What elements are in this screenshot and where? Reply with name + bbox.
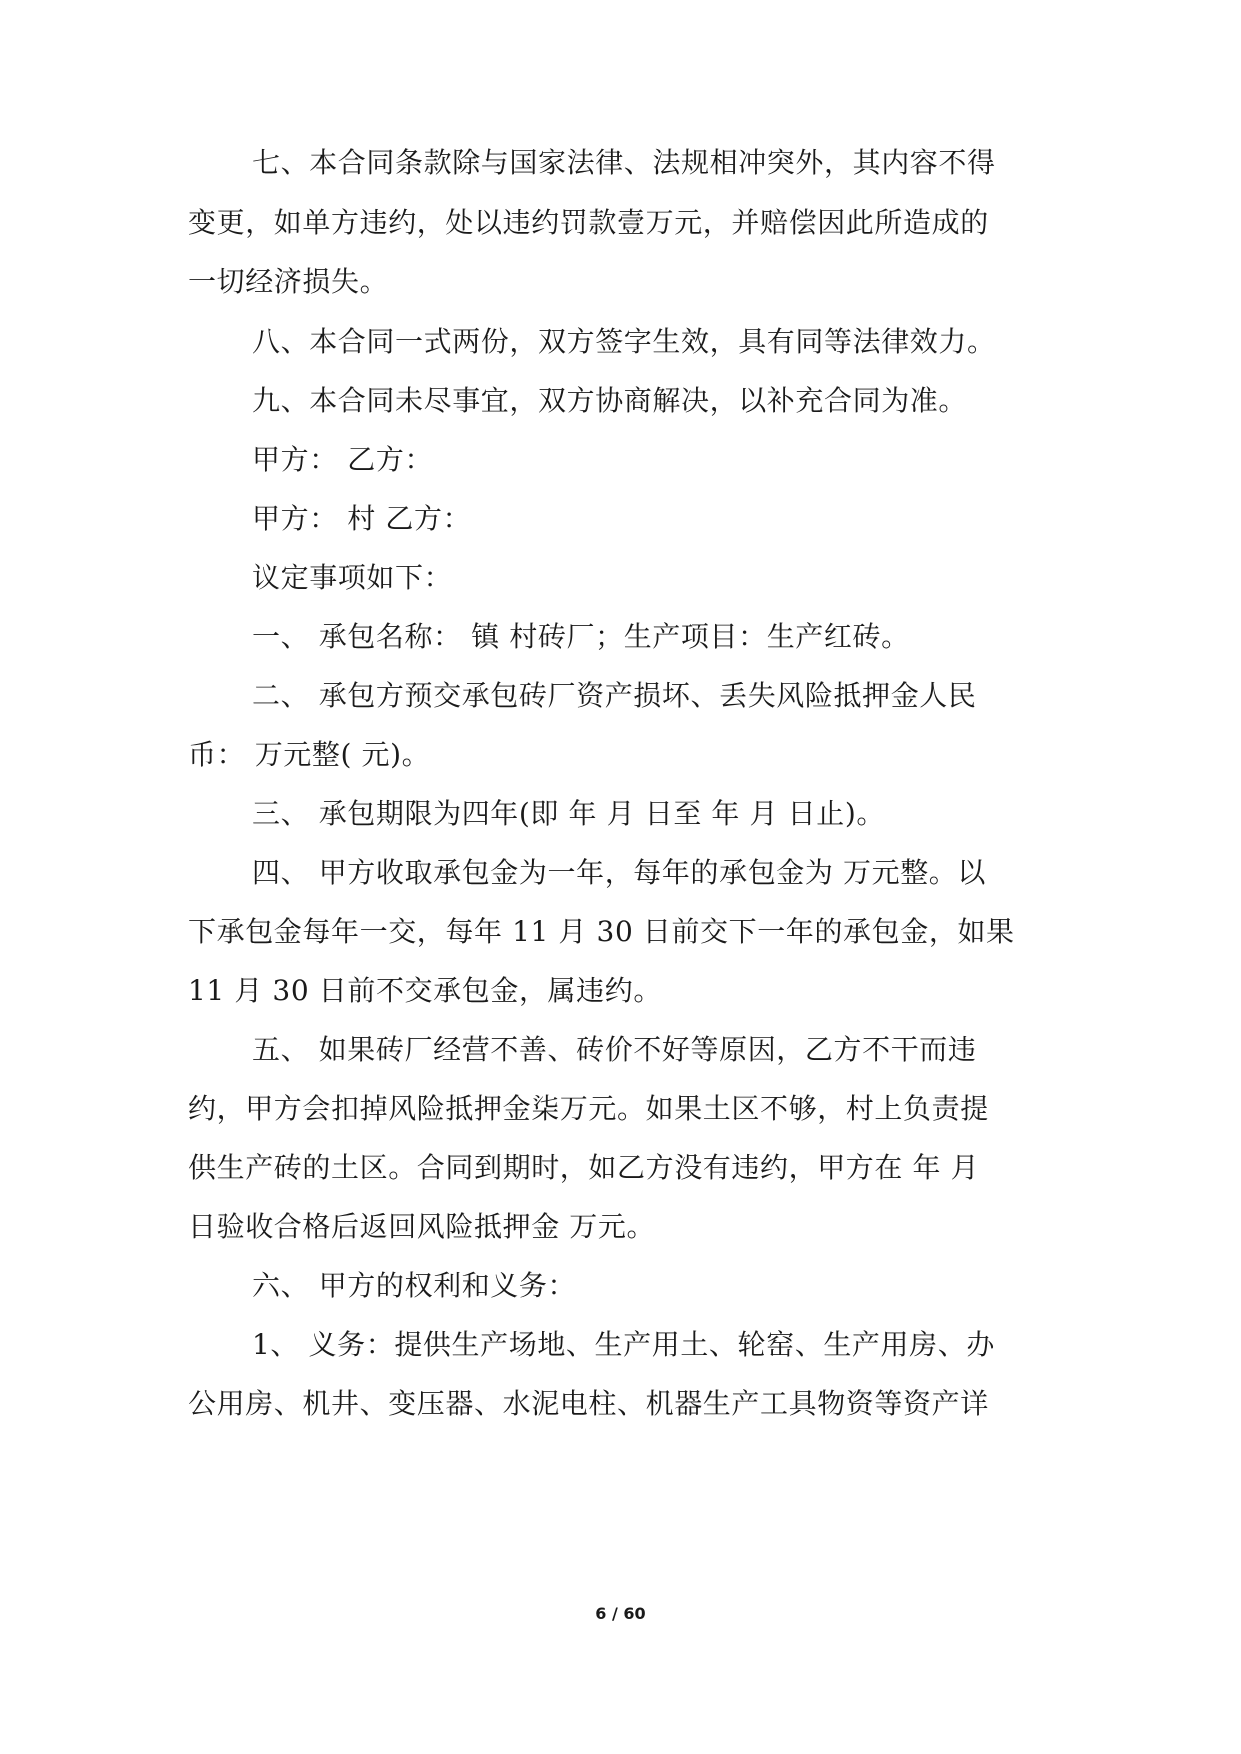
item-5-line-3: 供生产砖的土区。合同到期时，如乙方没有违约，甲方在 年 月 xyxy=(188,1151,980,1184)
item-2-line-1: 二、 承包方预交承包砖厂资产损坏、丢失风险抵押金人民 xyxy=(252,679,977,712)
item-6-heading: 六、 甲方的权利和义务： xyxy=(252,1269,577,1302)
clause-7-line-1: 七、本合同条款除与国家法律、法规相冲突外，其内容不得 xyxy=(252,146,996,179)
clause-7-line-3: 一切经济损失。 xyxy=(188,265,389,298)
agreed-items-heading: 议定事项如下： xyxy=(252,561,453,594)
item-6-sub-1-line-2: 公用房、机井、变压器、水泥电柱、机器生产工具物资等资产详 xyxy=(188,1387,989,1420)
item-1: 一、 承包名称： 镇 村砖厂；生产项目：生产红砖。 xyxy=(252,620,910,653)
item-2-line-2: 币： 万元整( 元)。 xyxy=(188,738,431,771)
signature-party-line: 甲方： 乙方： xyxy=(252,443,434,476)
item-5-line-1: 五、 如果砖厂经营不善、砖价不好等原因，乙方不干而违 xyxy=(252,1033,977,1066)
party-names-line: 甲方： 村 乙方： xyxy=(252,502,472,535)
item-5-line-2: 约，甲方会扣掉风险抵押金柒万元。如果土区不够，村上负责提 xyxy=(188,1092,989,1125)
item-6-sub-1-line-1: 1、 义务：提供生产场地、生产用土、轮窑、生产用房、办 xyxy=(252,1328,995,1361)
clause-7-line-2: 变更，如单方违约，处以违约罚款壹万元，并赔偿因此所造成的 xyxy=(188,206,989,239)
item-4-line-3: 11 月 30 日前不交承包金，属违约。 xyxy=(188,974,662,1007)
item-4-line-2: 下承包金每年一交，每年 11 月 30 日前交下一年的承包金，如果 xyxy=(188,915,1015,948)
item-3: 三、 承包期限为四年(即 年 月 日至 年 月 日止)。 xyxy=(252,797,885,830)
item-5-line-4: 日验收合格后返回风险抵押金 万元。 xyxy=(188,1210,656,1243)
item-4-line-1: 四、 甲方收取承包金为一年，每年的承包金为 万元整。以 xyxy=(252,856,987,889)
page-number: 6 / 60 xyxy=(595,1604,646,1623)
clause-8: 八、本合同一式两份，双方签字生效，具有同等法律效力。 xyxy=(252,325,996,358)
clause-9: 九、本合同未尽事宜，双方协商解决，以补充合同为准。 xyxy=(252,384,968,417)
